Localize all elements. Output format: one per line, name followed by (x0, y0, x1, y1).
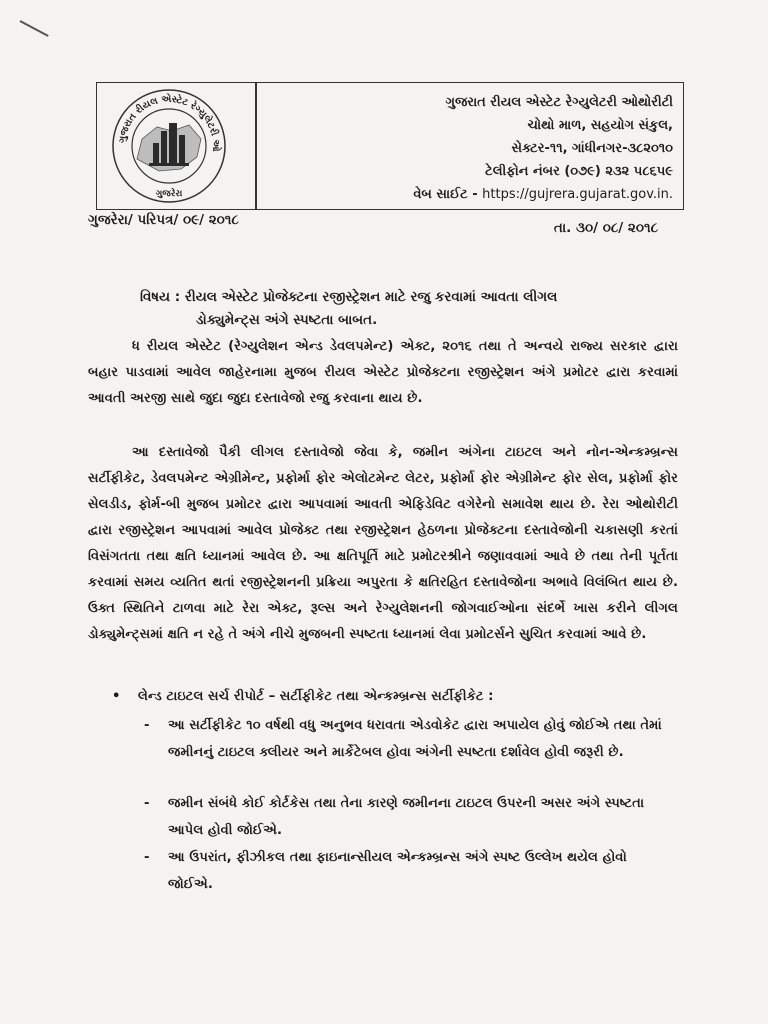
address-line-2: સેક્ટર-૧૧, ગાંધીનગર-૩૮૨૦૧૦ (511, 141, 673, 156)
bullet-heading: લેન્ડ ટાઇટલ સર્ચ રીપોર્ટ – સર્ટીફીકેટ તથા એન્કમ્બ્રન્સ સર્ટીફીકેટ : (138, 689, 494, 704)
phone-number: ટેલીફોન નંબર (૦૭૯) ૨૩૨ ૫૮૬૫૯ (485, 164, 673, 179)
list-item (144, 844, 672, 898)
list-item (144, 790, 672, 844)
dash-icon: - (144, 718, 150, 733)
subject-label: વિષય : (140, 289, 181, 305)
list-item-text: આ ઉપરાંત, ફીઝીકલ તથા ફાઇનાન્સીયલ એન્કમ્બ્રન્સ અંગે સ્પષ્ટ ઉલ્લેખ થયેલ હોવો જોઈએ. (168, 850, 627, 892)
paragraph-2 (88, 440, 678, 648)
subject-line-2: ડોક્યુમેન્ટ્સ અંગે સ્પષ્ટતા બાબત. (196, 312, 378, 328)
paragraph-1-text: ધ રીયલ એસ્ટેટ (રેગ્યુલેશન એન્ડ ડેવલપમેન્ટ) એક્ટ, ૨૦૧૬ તથા તે અન્વયે રાજ્ય સરકાર દ્વારા બહાર પાડવામાં આવેલ જાહેરનામા મુજબ રીયલ એસ્ટેટ પ્રોજેક્ટના રજીસ્ટ્રેશન અંગે પ્રમોટર દ્વારા કરવામાં આવતી અરજી સાથે જુદા જુદા દસ્તાવેજો રજુ કરવાના થાય છે. (88, 339, 678, 406)
website-row (413, 183, 673, 206)
seal-arc-text: ગુજરાત રીયલ એસ્ટેટ રેગ્યુલેટરી ઓ (117, 93, 222, 152)
seal-caption: ગુજરેરા (155, 189, 183, 199)
bullet-heading-row (112, 684, 672, 710)
circular-date: તા. ૩૦/ ૦૮/ ૨૦૧૮ (553, 220, 658, 236)
subject-line-1: રીયલ એસ્ટેટ પ્રોજેક્ટના રજીસ્ટ્રેશન માટે રજુ કરવામાં આવતા લીગલ (184, 289, 558, 305)
website-url: https://gujrera.gujarat.gov.in. (482, 187, 673, 202)
bullet-icon: • (112, 689, 121, 704)
paragraph-1 (88, 334, 678, 412)
scan-mark (20, 20, 49, 37)
website-label: વેબ સાઈટ - (413, 187, 478, 202)
address-line-1: ચોથો માળ, સહયોગ સંકુલ, (527, 118, 673, 133)
circular-number: ગુજરેરા/ પરિપત્ર/ ૦૯/ ૨૦૧૮ (88, 212, 239, 228)
office-address (413, 91, 673, 206)
list-item (144, 712, 672, 766)
gujrera-seal-logo (109, 87, 229, 205)
header-divider (255, 83, 257, 209)
subject-block (140, 286, 660, 332)
paragraph-2-text: આ દસ્તાવેજો પૈકી લીગલ દસ્તાવેજો જેવા કે, જમીન અંગેના ટાઇટલ અને નોન-એન્કમ્બ્રન્સ સર્ટીફીકેટ, ડેવલપમેન્ટ એગ્રીમેન્ટ, પ્રફોર્મા ફોર એલોટમેન્ટ લેટર, પ્રફોર્મા ફોર એગ્રીમેન્ટ ફોર સેલ, પ્રફોર્મા ફોર સેલડીડ, ફોર્મ-બી મુજબ પ્રમોટર દ્વારા આપવામાં આવતી એફિડેવિટ વગેરેનો સમાવેશ થાય છે. રેરા ઓથોરીટી દ્વારા રજીસ્ટ્રેશન આપવામાં આવેલ પ્રોજેક્ટ તથા રજીસ્ટ્રેશન હેઠળના પ્રોજેક્ટના દસ્તાવેજોની ચકાસણી કરતાં વિસંગતતા તથા ક્ષતિ ધ્યાનમાં આવેલ છે. આ ક્ષતિપૂર્તિ માટે પ્રમોટરશ્રીને જણાવવામાં આવે છે તથા તેની પૂર્તતા કરવામાં સમય વ્યતિત થતાં રજીસ્ટ્રેશનની પ્રક્રિયા અપુરતા કે ક્ષતિરહિત દસ્તાવેજોના અભાવે વિલંબિત થાય છે. ઉક્ત સ્થિતિને ટાળવા માટે રેરા એક્ટ, રૂલ્સ અને રેગ્યુલેશનની જોગવાઈઓના સંદર્ભે ખાસ કરીને લીગલ ડોક્યુમેન્ટ્સમાં ક્ષતિ ન રહે તે અંગે નીચે મુજબની સ્પષ્ટતા ધ્યાનમાં લેવા પ્રમોટર્સને સુચિત કરવામાં આવે છે. (88, 445, 678, 642)
list-item-text: જમીન સંબંધે કોઈ કોર્ટકેસ તથા તેના કારણે જમીનના ટાઇટલ ઉપરની અસર અંગે સ્પષ્ટતા આપેલ હોવી જોઈએ. (168, 796, 645, 838)
dash-icon: - (144, 850, 150, 865)
dash-icon: - (144, 796, 150, 811)
list-item-text: આ સર્ટીફીકેટ ૧૦ વર્ષથી વધુ અનુભવ ધરાવતા એડવોકેટ દ્વારા અપાયેલ હોવું જોઈએ તથા તેમાં જમીનનું ટાઇટલ ક્લીયર અને માર્કેટેબલ હોવા અંગેની સ્પષ્ટતા દર્શાવેલ હોવી જરૂરી છે. (168, 718, 662, 760)
org-name: ગુજરાત રીયલ એસ્ટેટ રેગ્યુલેટરી ઓથોરીટી (445, 95, 673, 110)
letterhead (96, 82, 684, 210)
